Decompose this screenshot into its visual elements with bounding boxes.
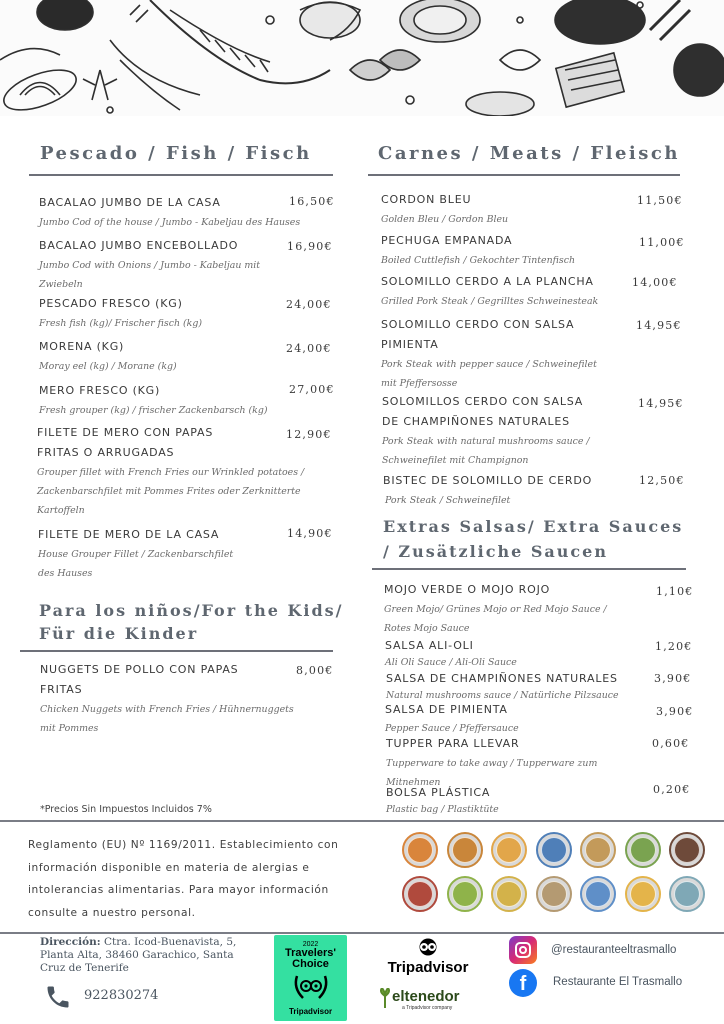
item-name: CORDON BLEU xyxy=(381,193,472,206)
item-description: Chicken Nuggets with French Fries / Hühnernuggets mit Pommes xyxy=(40,704,294,734)
item-price: 14,90€ xyxy=(287,527,333,540)
item-description: Moray eel (kg) / Morane (kg) xyxy=(39,361,177,372)
item-price: 24,00€ xyxy=(286,342,332,355)
item-price: 3,90€ xyxy=(656,705,694,718)
sauces-section-title-line2: / Zusätzliche Saucen xyxy=(383,542,608,561)
kids-section-title: Para los niños/For the Kids/ xyxy=(39,601,344,620)
instagram-icon[interactable] xyxy=(509,936,537,964)
item-price: 16,50€ xyxy=(289,195,335,208)
item-price: 14,95€ xyxy=(638,397,684,410)
crustaceans-icon xyxy=(447,832,483,868)
menu-item xyxy=(386,669,646,703)
phone-icon xyxy=(44,983,72,1011)
item-description: Pepper Sauce / Pfeffersauce xyxy=(385,723,519,734)
item-description: Fresh fish (kg)/ Frischer fisch (kg) xyxy=(39,318,203,329)
tripadvisor-owl-icon xyxy=(415,938,441,956)
menu-item xyxy=(385,700,635,738)
item-description: Pork Steak / Schweinefilet xyxy=(385,495,511,506)
menu-item xyxy=(386,783,636,817)
item-price: 14,95€ xyxy=(636,319,682,332)
item-name: TUPPER PARA LLEVAR xyxy=(386,737,520,750)
item-name: SALSA DE PIMIENTA xyxy=(385,703,508,716)
item-description: Jumbo Cod of the house / Jumbo - Kabeljau des Hauses xyxy=(39,217,301,228)
award-brand: Tripadvisor xyxy=(288,1007,333,1016)
menu-item xyxy=(39,294,279,333)
mustard-icon xyxy=(491,876,527,912)
tripadvisor-wordmark: Tripadvisor xyxy=(387,959,469,976)
item-description: Plastic bag / Plastiktüte xyxy=(386,804,499,815)
item-description: Tupperware to take away / Tupperware zum Mitnehmen xyxy=(386,758,598,788)
item-price: 27,00€ xyxy=(289,383,335,396)
item-description: Green Mojo/ Grünes Mojo or Red Mojo Sauce / Rotes Mojo Sauce xyxy=(384,604,607,634)
item-name: NUGGETS DE POLLO CON PAPAS FRITAS xyxy=(40,663,239,696)
eltenedor-wordmark: eltenedor xyxy=(392,988,460,1005)
kids-section-divider xyxy=(20,650,333,652)
address-label: Dirección: xyxy=(40,936,101,948)
laurel-owl-icon xyxy=(291,972,331,1002)
peanuts-icon xyxy=(580,832,616,868)
molluscs-icon xyxy=(669,876,705,912)
item-price: 12,90€ xyxy=(286,428,332,441)
item-price: 0,20€ xyxy=(653,783,691,796)
address-text: Ctra. Icod-Buenavista, 5, Planta Alta, 38460 Garachico, Santa Cruz de Tenerife xyxy=(40,936,237,974)
menu-item xyxy=(381,231,621,270)
item-description: Pork Steak with pepper sauce / Schweinefilet mit Pfeffersosse xyxy=(381,359,597,389)
allergen-regulation-band xyxy=(0,820,724,934)
facebook-page-name[interactable]: Restaurante El Trasmallo xyxy=(553,976,683,988)
item-name: SALSA ALI-OLI xyxy=(385,639,474,652)
sauces-section-divider xyxy=(372,568,686,570)
item-price: 0,60€ xyxy=(652,737,690,750)
fish-section-divider xyxy=(29,174,333,176)
item-description: Grilled Pork Steak / Gegrilltes Schweinesteak xyxy=(381,296,599,307)
menu-item xyxy=(383,471,633,510)
item-name: BOLSA PLÁSTICA xyxy=(386,786,491,799)
menu-item xyxy=(40,660,310,738)
item-name: MORENA (KG) xyxy=(39,340,125,353)
item-price: 1,20€ xyxy=(655,640,693,653)
menu-item xyxy=(381,272,631,311)
seafood-illustration-banner xyxy=(0,0,724,116)
eggs-icon xyxy=(491,832,527,868)
fork-leaf-icon xyxy=(378,988,392,1008)
award-year: 2022 xyxy=(302,941,319,948)
item-name: PECHUGA EMPANADA xyxy=(381,234,513,247)
item-price: 11,00€ xyxy=(639,236,685,249)
item-description: Pork Steak with natural mushrooms sauce / Schweinefilet mit Champignon xyxy=(382,436,590,466)
meats-section-title: Carnes / Meats / Fleisch xyxy=(378,143,680,164)
award-title-line1: Travelers' xyxy=(285,947,336,959)
celery-icon xyxy=(447,876,483,912)
regulation-text: Reglamento (EU) Nº 1169/2011. Establecimiento con información disponible en materia de alergias e intolerancias alimentarias. Para mayor información consulte a nuestro personal. xyxy=(28,839,339,919)
tax-note: *Precios Sin Impuestos Incluidos 7% xyxy=(40,804,212,815)
item-price: 1,10€ xyxy=(656,585,694,598)
meats-section-divider xyxy=(368,174,680,176)
item-price: 16,90€ xyxy=(287,240,333,253)
menu-item xyxy=(381,190,621,229)
fish-section-title: Pescado / Fish / Fisch xyxy=(40,143,312,164)
item-description: Boiled Cuttlefish / Gekochter Tintenfisch xyxy=(381,255,575,266)
item-price: 8,00€ xyxy=(296,664,334,677)
item-name: FILETE DE MERO DE LA CASA xyxy=(38,528,220,541)
item-name: MERO FRESCO (KG) xyxy=(39,384,161,397)
eltenedor-subtitle: a Tripadvisor company xyxy=(402,1005,453,1011)
milk-icon xyxy=(669,832,705,868)
kids-section-title-line2: Für die Kinder xyxy=(39,624,199,643)
item-price: 12,50€ xyxy=(639,474,685,487)
item-description: Golden Bleu / Gordon Bleu xyxy=(381,214,509,225)
menu-item xyxy=(39,236,279,294)
item-name: SOLOMILLO CERDO A LA PLANCHA xyxy=(381,275,594,288)
item-name: FILETE DE MERO CON PAPAS FRITAS O ARRUGADAS xyxy=(37,426,214,459)
item-price: 11,50€ xyxy=(637,194,683,207)
menu-item xyxy=(39,193,301,232)
nuts-icon xyxy=(402,876,438,912)
menu-item xyxy=(385,636,635,670)
item-description: House Grouper Fillet / Zackenbarschfilet des Hauses xyxy=(38,549,234,579)
item-price: 14,00€ xyxy=(632,276,678,289)
item-description: Natural mushrooms sauce / Natürliche Pilzsauce xyxy=(386,690,619,701)
instagram-handle[interactable]: @restauranteeltrasmallo xyxy=(551,944,677,956)
item-description: Grouper fillet with French Fries our Wrinkled potatoes / Zackenbarschfilet mit Pommes Frites oder Zerknitterte Kartoffeln xyxy=(37,467,305,516)
item-name: BISTEC DE SOLOMILLO DE CERDO xyxy=(383,474,593,487)
travelers-choice-award xyxy=(274,935,347,1021)
item-price: 24,00€ xyxy=(286,298,332,311)
menu-item xyxy=(39,337,279,376)
gluten-icon xyxy=(402,832,438,868)
award-title-line2: Choice xyxy=(292,958,329,970)
sesame-icon xyxy=(536,876,572,912)
item-price: 3,90€ xyxy=(654,672,692,685)
tripadvisor-logo[interactable] xyxy=(385,938,471,976)
item-description: Fresh grouper (kg) / frischer Zackenbarsch (kg) xyxy=(39,405,268,416)
fish-icon xyxy=(536,832,572,868)
phone-number[interactable]: 922830274 xyxy=(84,988,159,1003)
menu-item xyxy=(384,580,634,638)
menu-item xyxy=(37,423,307,520)
seafood-illustration xyxy=(0,0,724,116)
item-name: PESCADO FRESCO (KG) xyxy=(39,297,183,310)
item-description: Jumbo Cod with Onions / Jumbo - Kabeljau mit Zwiebeln xyxy=(39,260,261,290)
item-name: MOJO VERDE O MOJO ROJO xyxy=(384,583,551,596)
item-name: SOLOMILLOS CERDO CON SALSA DE CHAMPIÑONES NATURALES xyxy=(382,395,584,428)
sulphites-icon xyxy=(580,876,616,912)
item-name: BACALAO JUMBO DE LA CASA xyxy=(39,196,221,209)
menu-item xyxy=(381,315,621,393)
soy-icon xyxy=(625,832,661,868)
sauces-section-title: Extras Salsas/ Extra Sauces xyxy=(383,517,684,536)
item-name: SALSA DE CHAMPIÑONES NATURALES xyxy=(386,672,618,685)
menu-item xyxy=(382,392,622,470)
menu-item xyxy=(38,525,278,583)
address-block xyxy=(40,936,260,975)
item-name: BACALAO JUMBO ENCEBOLLADO xyxy=(39,239,239,252)
facebook-icon[interactable]: f xyxy=(509,969,537,997)
menu-item xyxy=(39,381,299,420)
lupin-icon xyxy=(625,876,661,912)
item-name: SOLOMILLO CERDO CON SALSA PIMIENTA xyxy=(381,318,575,351)
item-description: Ali Oli Sauce / Ali-Oli Sauce xyxy=(385,657,517,668)
